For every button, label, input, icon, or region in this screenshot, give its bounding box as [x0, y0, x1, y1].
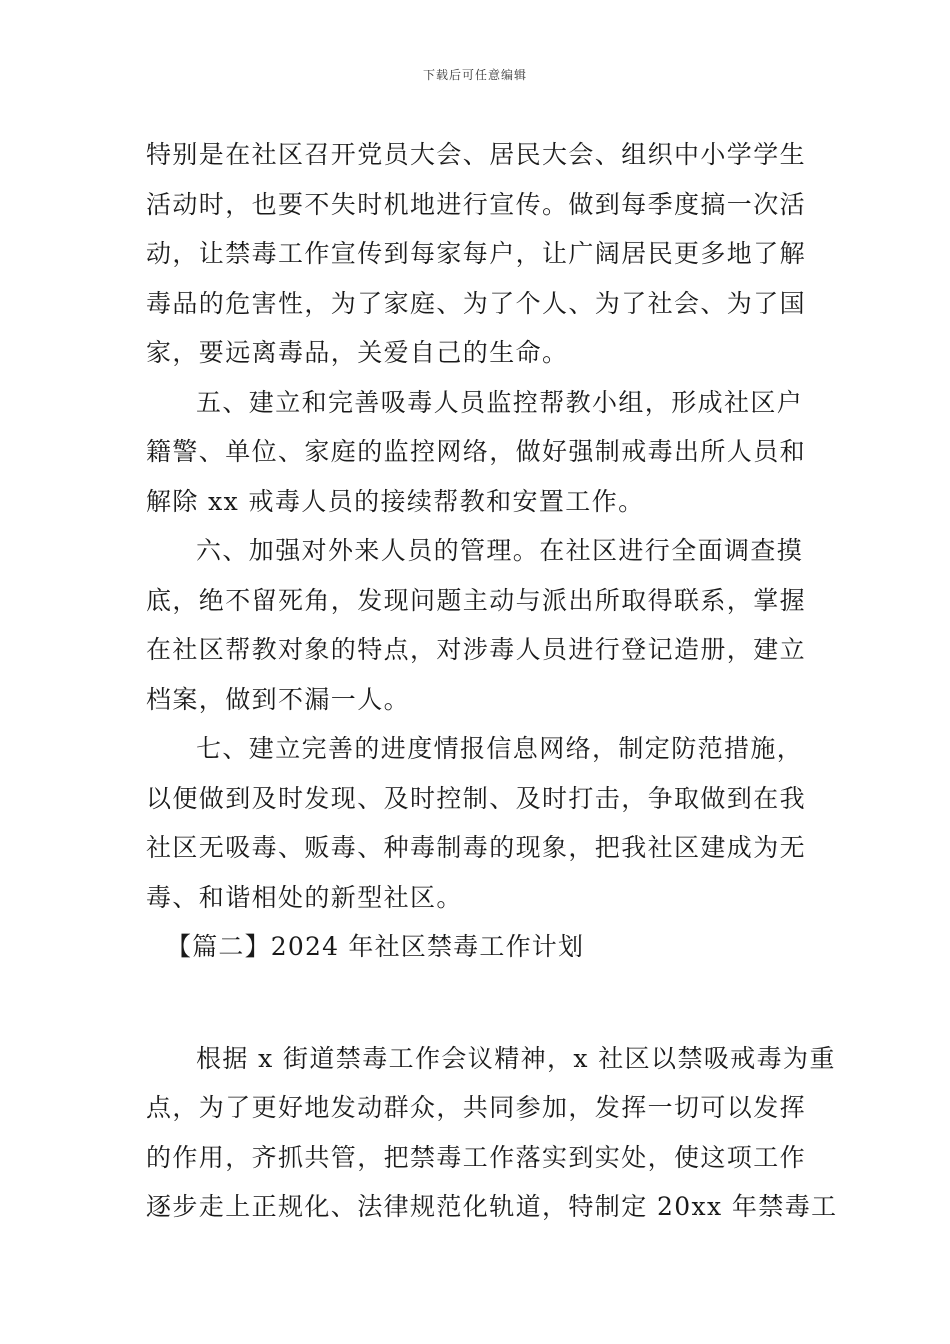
text-line: 逐步走上正规化、法律规范化轨道，特制定 20xx 年禁毒工	[146, 1192, 838, 1221]
text-line: 毒品的危害性，为了家庭、为了个人、为了社会、为了国	[146, 288, 807, 318]
text-line: 七、建立完善的进度情报信息网络，制定防范措施，	[196, 734, 804, 763]
document-body	[146, 130, 838, 1232]
text-line: 五、建立和完善吸毒人员监控帮教小组，形成社区户	[196, 387, 804, 417]
text-line: 家，要远离毒品，关爱自己的生命。	[146, 338, 569, 367]
paragraph-item-5	[146, 378, 806, 527]
paragraph-item-6	[146, 526, 806, 724]
text-line: 底，绝不留死角，发现问题主动与派出所取得联系，掌握	[146, 585, 807, 615]
text-line: 特别是在社区召开党员大会、居民大会、组织中小学学生	[146, 140, 807, 169]
text-line: 根据 x 街道禁毒工作会议精神，x 社区以禁吸戒毒为重	[196, 1043, 836, 1073]
text-line: 六、加强对外来人员的管理。在社区进行全面调查摸	[196, 536, 804, 565]
page-header-note: 下载后可任意编辑	[422, 68, 527, 82]
text-line: 的作用，齐抓共管，把禁毒工作落实到实处，使这项工作	[146, 1142, 807, 1172]
text-line: 档案，做到不漏一人。	[146, 684, 411, 714]
text-line: 点，为了更好地发动群众，共同参加，发挥一切可以发挥	[146, 1093, 807, 1122]
section-heading: 【篇二】2024 年社区禁毒工作计划	[166, 932, 585, 961]
text-line: 解除 xx 戒毒人员的接续帮教和安置工作。	[146, 486, 645, 516]
paragraph-continuation	[146, 130, 806, 378]
text-line: 在社区帮教对象的特点，对涉毒人员进行登记造册，建立	[146, 635, 807, 664]
paragraph-item-7	[146, 724, 806, 922]
text-line: 毒、和谐相处的新型社区。	[146, 882, 463, 912]
text-line: 活动时，也要不失时机地进行宣传。做到每季度搞一次活	[146, 189, 807, 219]
text-line: 籍警、单位、家庭的监控网络，做好强制戒毒出所人员和	[146, 437, 807, 466]
text-line: 动，让禁毒工作宣传到每家每户，让广阔居民更多地了解	[146, 239, 807, 268]
text-line: 以便做到及时发现、及时控制、及时打击，争取做到在我	[146, 783, 807, 813]
text-line: 社区无吸毒、贩毒、种毒制毒的现象，把我社区建成为无	[146, 833, 807, 862]
section-spacer	[146, 972, 806, 1034]
paragraph-intro	[146, 1034, 838, 1232]
